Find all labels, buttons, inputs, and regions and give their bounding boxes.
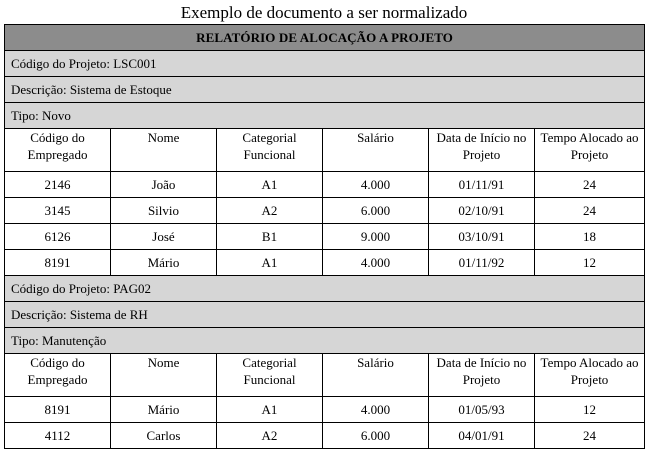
column-header-category: Categorial Funcional bbox=[217, 129, 323, 172]
table-row bbox=[5, 198, 645, 224]
column-header-row bbox=[5, 354, 645, 397]
document-title: Exemplo de documento a ser normalizado bbox=[180, 3, 468, 22]
cell-employee-code: 3145 bbox=[5, 198, 111, 224]
cell-name: Mário bbox=[111, 250, 217, 276]
table-row bbox=[5, 423, 645, 449]
report-title: RELATÓRIO DE ALOCAÇÃO A PROJETO bbox=[5, 25, 645, 51]
cell-name: José bbox=[111, 224, 217, 250]
project-type-row bbox=[5, 328, 645, 354]
column-header-start-date: Data de Início no Projeto bbox=[429, 129, 535, 172]
column-header-salary: Salário bbox=[323, 354, 429, 397]
cell-start-date: 01/11/92 bbox=[429, 250, 535, 276]
report-banner-row bbox=[5, 25, 645, 51]
column-header-row bbox=[5, 129, 645, 172]
project-description: Descrição: Sistema de Estoque bbox=[5, 77, 645, 103]
column-header-salary: Salário bbox=[323, 129, 429, 172]
cell-employee-code: 2146 bbox=[5, 172, 111, 198]
cell-salary: 4.000 bbox=[323, 250, 429, 276]
cell-allocated-time: 12 bbox=[535, 250, 645, 276]
cell-salary: 4.000 bbox=[323, 397, 429, 423]
cell-category: A1 bbox=[217, 397, 323, 423]
cell-start-date: 03/10/91 bbox=[429, 224, 535, 250]
cell-name: João bbox=[111, 172, 217, 198]
allocation-report-table bbox=[4, 24, 645, 449]
cell-salary: 6.000 bbox=[323, 198, 429, 224]
cell-category: A2 bbox=[217, 198, 323, 224]
cell-salary: 9.000 bbox=[323, 224, 429, 250]
column-header-employee-code: Código do Empregado bbox=[5, 129, 111, 172]
project-code: Código do Projeto: PAG02 bbox=[5, 276, 645, 302]
table-row bbox=[5, 224, 645, 250]
cell-salary: 6.000 bbox=[323, 423, 429, 449]
project-code-row bbox=[5, 276, 645, 302]
cell-start-date: 01/11/91 bbox=[429, 172, 535, 198]
project-code: Código do Projeto: LSC001 bbox=[5, 51, 645, 77]
column-header-name: Nome bbox=[111, 129, 217, 172]
column-header-allocated-time: Tempo Alocado ao Projeto bbox=[535, 129, 645, 172]
cell-name: Carlos bbox=[111, 423, 217, 449]
cell-start-date: 02/10/91 bbox=[429, 198, 535, 224]
project-code-row bbox=[5, 51, 645, 77]
cell-name: Mário bbox=[111, 397, 217, 423]
project-type: Tipo: Novo bbox=[5, 103, 645, 129]
cell-employee-code: 4112 bbox=[5, 423, 111, 449]
column-header-name: Nome bbox=[111, 354, 217, 397]
cell-allocated-time: 24 bbox=[535, 198, 645, 224]
cell-salary: 4.000 bbox=[323, 172, 429, 198]
cell-allocated-time: 24 bbox=[535, 423, 645, 449]
project-description-row bbox=[5, 77, 645, 103]
column-header-category: Categorial Funcional bbox=[217, 354, 323, 397]
cell-category: A1 bbox=[217, 250, 323, 276]
cell-start-date: 04/01/91 bbox=[429, 423, 535, 449]
table-row bbox=[5, 397, 645, 423]
cell-allocated-time: 18 bbox=[535, 224, 645, 250]
cell-category: A2 bbox=[217, 423, 323, 449]
column-header-employee-code: Código do Empregado bbox=[5, 354, 111, 397]
table-row bbox=[5, 250, 645, 276]
cell-category: A1 bbox=[217, 172, 323, 198]
project-description: Descrição: Sistema de RH bbox=[5, 302, 645, 328]
column-header-start-date: Data de Início no Projeto bbox=[429, 354, 535, 397]
cell-category: B1 bbox=[217, 224, 323, 250]
project-type-row bbox=[5, 103, 645, 129]
cell-employee-code: 8191 bbox=[5, 397, 111, 423]
cell-employee-code: 8191 bbox=[5, 250, 111, 276]
cell-name: Silvio bbox=[111, 198, 217, 224]
cell-allocated-time: 24 bbox=[535, 172, 645, 198]
cell-allocated-time: 12 bbox=[535, 397, 645, 423]
project-description-row bbox=[5, 302, 645, 328]
column-header-allocated-time: Tempo Alocado ao Projeto bbox=[535, 354, 645, 397]
table-row bbox=[5, 172, 645, 198]
cell-start-date: 01/05/93 bbox=[429, 397, 535, 423]
cell-employee-code: 6126 bbox=[5, 224, 111, 250]
project-type: Tipo: Manutenção bbox=[5, 328, 645, 354]
